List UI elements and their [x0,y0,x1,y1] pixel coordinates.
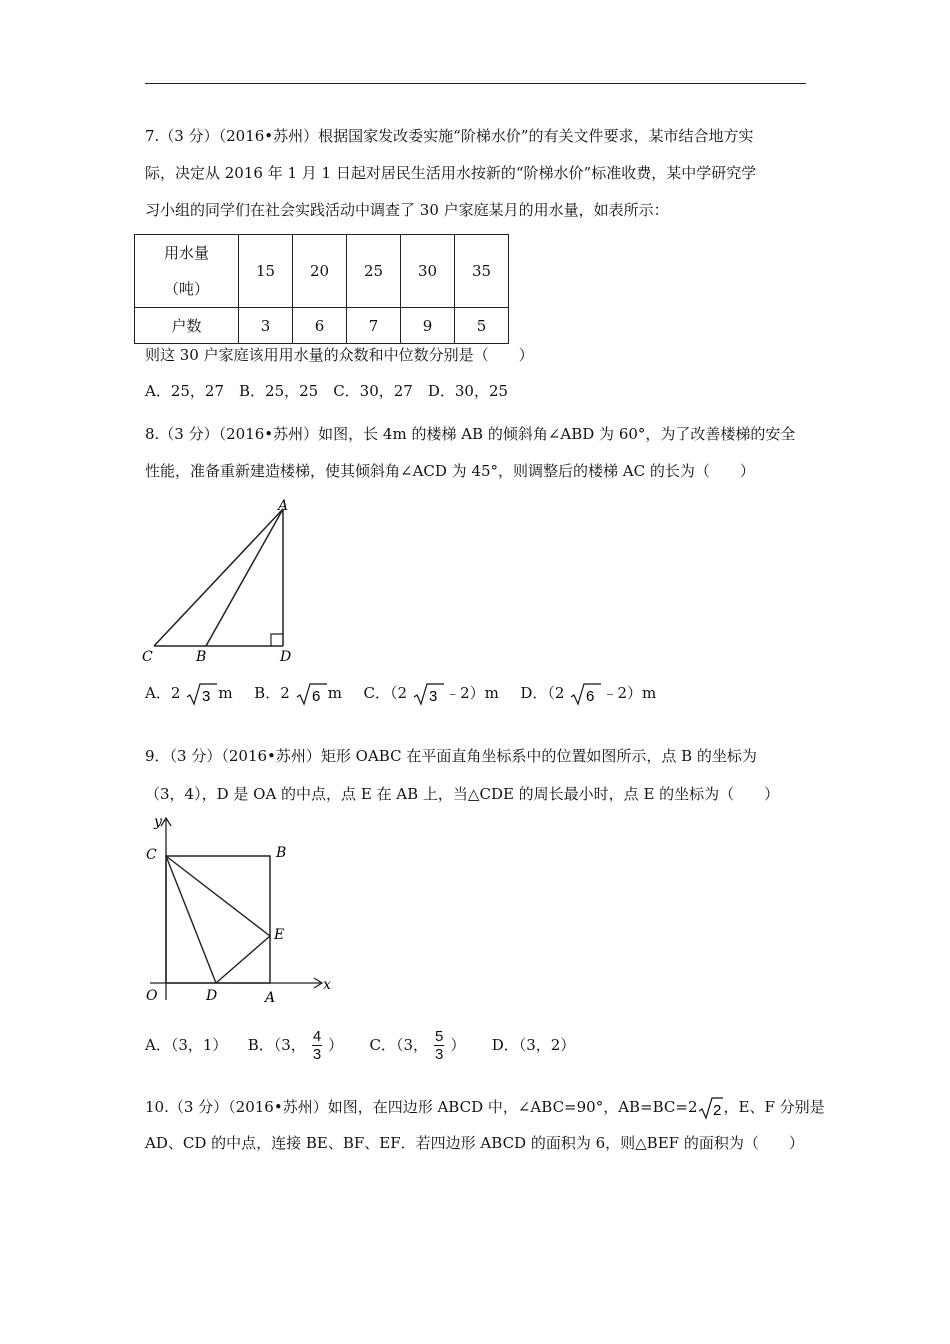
label-c: C [142,649,153,665]
label-d: D [280,649,292,665]
q7-line-1: 7.（3 分）（2016•苏州）根据国家发改委实施“阶梯水价”的有关文件要求，某市结合地方实 [145,127,754,145]
label-a: A [278,498,289,514]
q7-options: A．25，27 B．25，25 C．30，27 D．30，25 [145,382,509,400]
table-header-usage: 用水量 （吨） [135,235,239,308]
option-c: C．（3， $\frac{5}{3}$ ） [369,1028,466,1063]
svg-text:2: 2 [712,1102,721,1119]
staircase-figure [130,495,310,670]
sqrt-icon [186,682,218,706]
label-o: O [146,988,158,1004]
table-cell: 20 [293,235,347,308]
label-y: y [154,814,162,830]
line-ac [154,509,283,646]
table-cell: 3 [239,308,293,344]
table-row [135,308,509,344]
sqrt-icon [698,1096,724,1120]
table-cell: 35 [455,235,509,308]
table-cell: 7 [347,308,401,344]
water-usage-table [134,234,509,344]
q8-options [145,682,668,706]
q7-line-2: 际，决定从 2016 年 1 月 1 日起对居民生活用水按新的“阶梯水价”标准收费，某中学研究学 [145,164,757,182]
label-c: C [146,847,157,863]
svg-text:3: 3 [202,688,211,705]
label-b: B [276,845,287,861]
label-b: B [196,649,207,665]
rectangle-oabc [166,856,270,983]
option-c: C．（2 3 ﹣2）m [363,684,499,705]
sqrt-icon [570,682,602,706]
option-b: B．2 6 m [254,684,342,705]
label-e: E [274,927,285,943]
q10-line-1: 10.（3 分）（2016•苏州）如图，在四边形 ABCD 中，∠ABC=90°，AB=BC=2 2 ，E、F 分别是 [145,1098,825,1119]
option-d: D．（2 6 ﹣2）m [520,684,657,705]
q7-question: 则这 30 户家庭该用用水量的众数和中位数分别是（ ） [145,346,534,364]
q8-line-1: 8.（3 分）（2016•苏州）如图，长 4m 的楼梯 AB 的倾斜角∠ABD 为 60°，为了改善楼梯的安全 [145,425,796,443]
option-d: D．（3，2） [491,1035,576,1054]
label-a: A [265,990,276,1006]
q7-line-3: 习小组的同学们在社会实践活动中调查了 30 户家庭某月的用水量，如表所示： [145,201,669,219]
option-a: A．（3，1） [145,1035,228,1054]
table-cell: 9 [401,308,455,344]
table-cell: 5 [455,308,509,344]
sqrt-icon [296,682,328,706]
table-cell: 25 [347,235,401,308]
q9-options [145,1028,581,1063]
coordinate-figure [140,812,340,1012]
option-a: A．2 3 m [145,684,233,705]
table-row [135,235,509,308]
table-cell: 6 [293,308,347,344]
svg-text:3: 3 [429,688,438,705]
header-rule [145,83,806,84]
option-b: B．（3， $\frac{4}{3}$ ） [247,1028,344,1063]
label-x: x [323,977,331,993]
table-cell: 15 [239,235,293,308]
svg-text:6: 6 [586,688,595,705]
right-angle-mark [271,634,283,646]
label-d: D [206,988,218,1004]
q9-line-2: （3，4），D 是 OA 的中点，点 E 在 AB 上，当△CDE 的周长最小时，点 E 的坐标为（ ） [145,785,780,803]
table-header-households: 户数 [135,308,239,344]
sqrt-icon [413,682,445,706]
q10-line-2: AD、CD 的中点，连接 BE、BF、EF．若四边形 ABCD 的面积为 6，则△BEF 的面积为（ ） [145,1134,804,1152]
q9-line-1: 9．（3 分）（2016•苏州）矩形 OABC 在平面直角坐标系中的位置如图所示，点 B 的坐标为 [145,747,757,765]
svg-text:6: 6 [311,688,321,705]
q8-line-2: 性能，准备重新建造楼梯，使其倾斜角∠ACD 为 45°，则调整后的楼梯 AC 的长为（ ） [145,462,755,480]
line-de [216,936,270,983]
table-cell: 30 [401,235,455,308]
